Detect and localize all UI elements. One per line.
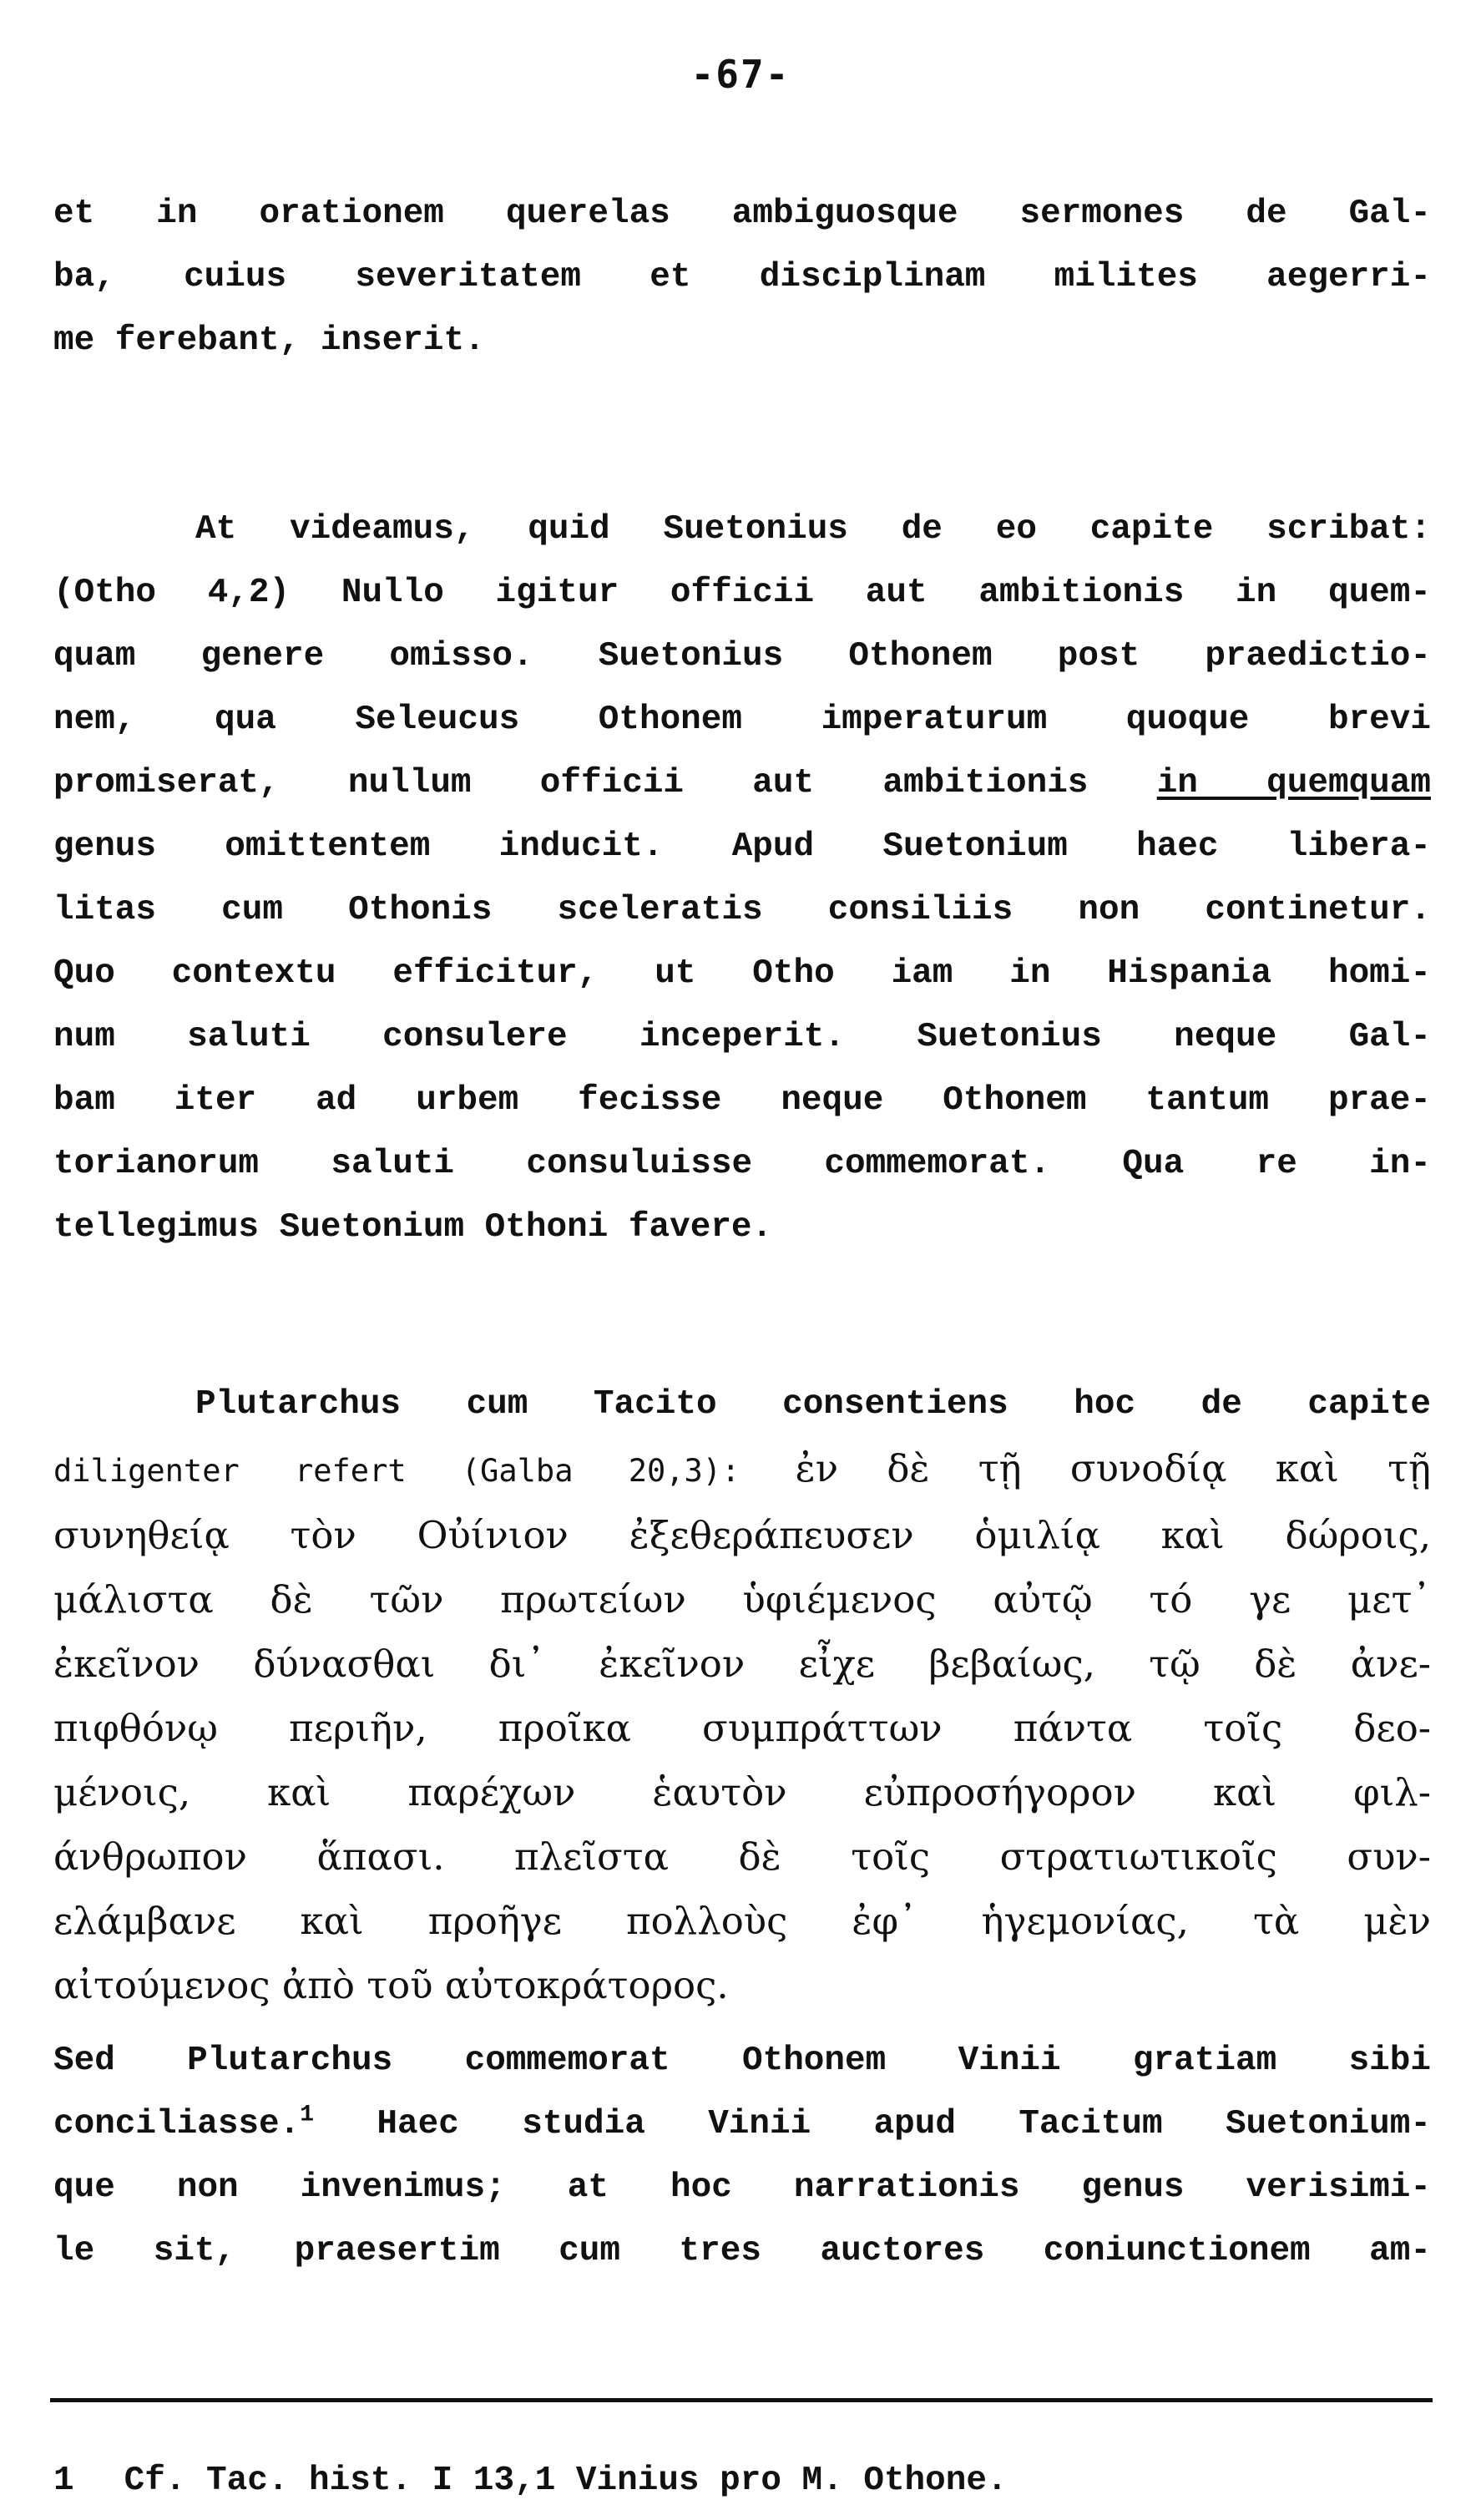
text-line: et in orationem querelas ambiguosque sermones de Gal-: [53, 195, 1431, 233]
greek-quote-line: ελάμβανε καὶ προῆγε πολλοὺς ἐφ᾽ ἡγεμονίας, τὰ μὲν: [53, 1899, 1431, 1943]
text-line: ba, cuius severitatem et disciplinam milites aegerri-: [53, 258, 1431, 296]
text-fragment: promiserat, nullum officii aut ambitionis: [53, 764, 1157, 802]
text-line: genus omittentem inducit. Apud Suetonium haec libera-: [53, 827, 1431, 866]
text-line: nem, qua Seleucus Othonem imperaturum quoque brevi: [53, 701, 1431, 739]
greek-quote-line: ἐκεῖνον δύνασθαι δι᾽ ἐκεῖνον εἶχε βεβαίως, τῷ δὲ ἀνε-: [53, 1642, 1431, 1686]
greek-quote-line: μένοις, καὶ παρέχων ἑαυτὸν εὐπροσήγορον καὶ φιλ-: [53, 1770, 1431, 1814]
greek-quote-line: μάλιστα δὲ τῶν πρωτείων ὑφιέμενος αὐτῷ τό γε μετ᾽: [53, 1577, 1431, 1622]
greek-quote-line: αἰτούμενος ἀπὸ τοῦ αὐτοκράτορος.: [53, 1963, 729, 2007]
text-line: Quo contextu efficitur, ut Otho iam in Hispania homi-: [53, 954, 1431, 993]
text-line: quam genere omisso. Suetonius Othonem post praedictio-: [53, 637, 1431, 676]
text-line: Plutarchus cum Tacito consentiens hoc de capite: [195, 1385, 1431, 1424]
footnote-number: 1: [53, 2462, 74, 2500]
text-line: (Otho 4,2) Nullo igitur officii aut ambitionis in quem-: [53, 574, 1431, 612]
greek-quote-line: άνθρωπον ἅπασι. πλεῖστα δὲ τοῖς στρατιωτικοῖς συν-: [53, 1834, 1431, 1879]
footnote-reference[interactable]: 1: [300, 2102, 315, 2128]
text-line: bam iter ad urbem fecisse neque Othonem tantum prae-: [53, 1081, 1431, 1120]
citation: diligenter refert (Galba 20,3):: [53, 1453, 740, 1489]
text-line: que non invenimus; at hoc narrationis genus verisimi-: [53, 2168, 1431, 2207]
text-line: litas cum Othonis sceleratis consiliis non continetur.: [53, 891, 1431, 929]
text-fragment: Haec studia Vinii apud Tacitum Suetonium-: [314, 2105, 1431, 2143]
text-line: [53, 751, 1431, 815]
text-line: torianorum saluti consuluisse commemorat. Qua re in-: [53, 1145, 1431, 1183]
greek-quote-line: ἐν δὲ τῇ συνοδίᾳ καὶ τῇ: [795, 1446, 1432, 1490]
text-line: [53, 1436, 1431, 1503]
paragraph-3: [53, 1373, 1431, 2017]
text-line: [53, 2092, 1431, 2156]
footnote-divider: [50, 2398, 1433, 2402]
underlined-phrase: in quemquam: [1156, 764, 1431, 802]
paragraph-4: [53, 2029, 1431, 2283]
text-line: Sed Plutarchus commemorat Othonem Vinii gratiam sibi: [53, 2042, 1431, 2080]
text-line: At videamus, quid Suetonius de eo capite scribat:: [195, 510, 1431, 549]
paragraph-2: [53, 498, 1431, 1259]
text-line: tellegimus Suetonium Othoni favere.: [53, 1208, 773, 1247]
footnote: [53, 2462, 1008, 2500]
paragraph-1: [53, 182, 1431, 372]
greek-quote-line: συνηθείᾳ τὸν Οὐίνιον ἐξεθεράπευσεν ὁμιλίᾳ καὶ δώροις,: [53, 1513, 1431, 1557]
text-line: me ferebant, inserit.: [53, 321, 485, 360]
text-fragment: conciliasse.: [53, 2105, 301, 2143]
text-line: le sit, praesertim cum tres auctores coniunctionem am-: [53, 2232, 1431, 2270]
greek-quote-line: πιφθόνῳ περιῆν, προῖκα συμπράττων πάντα τοῖς δεο-: [53, 1706, 1431, 1750]
footnote-text: Cf. Tac. hist. I 13,1 Vinius pro M. Othone.: [124, 2462, 1008, 2500]
text-line: num saluti consulere inceperit. Suetonius neque Gal-: [53, 1018, 1431, 1056]
page-number: -67-: [690, 52, 791, 97]
